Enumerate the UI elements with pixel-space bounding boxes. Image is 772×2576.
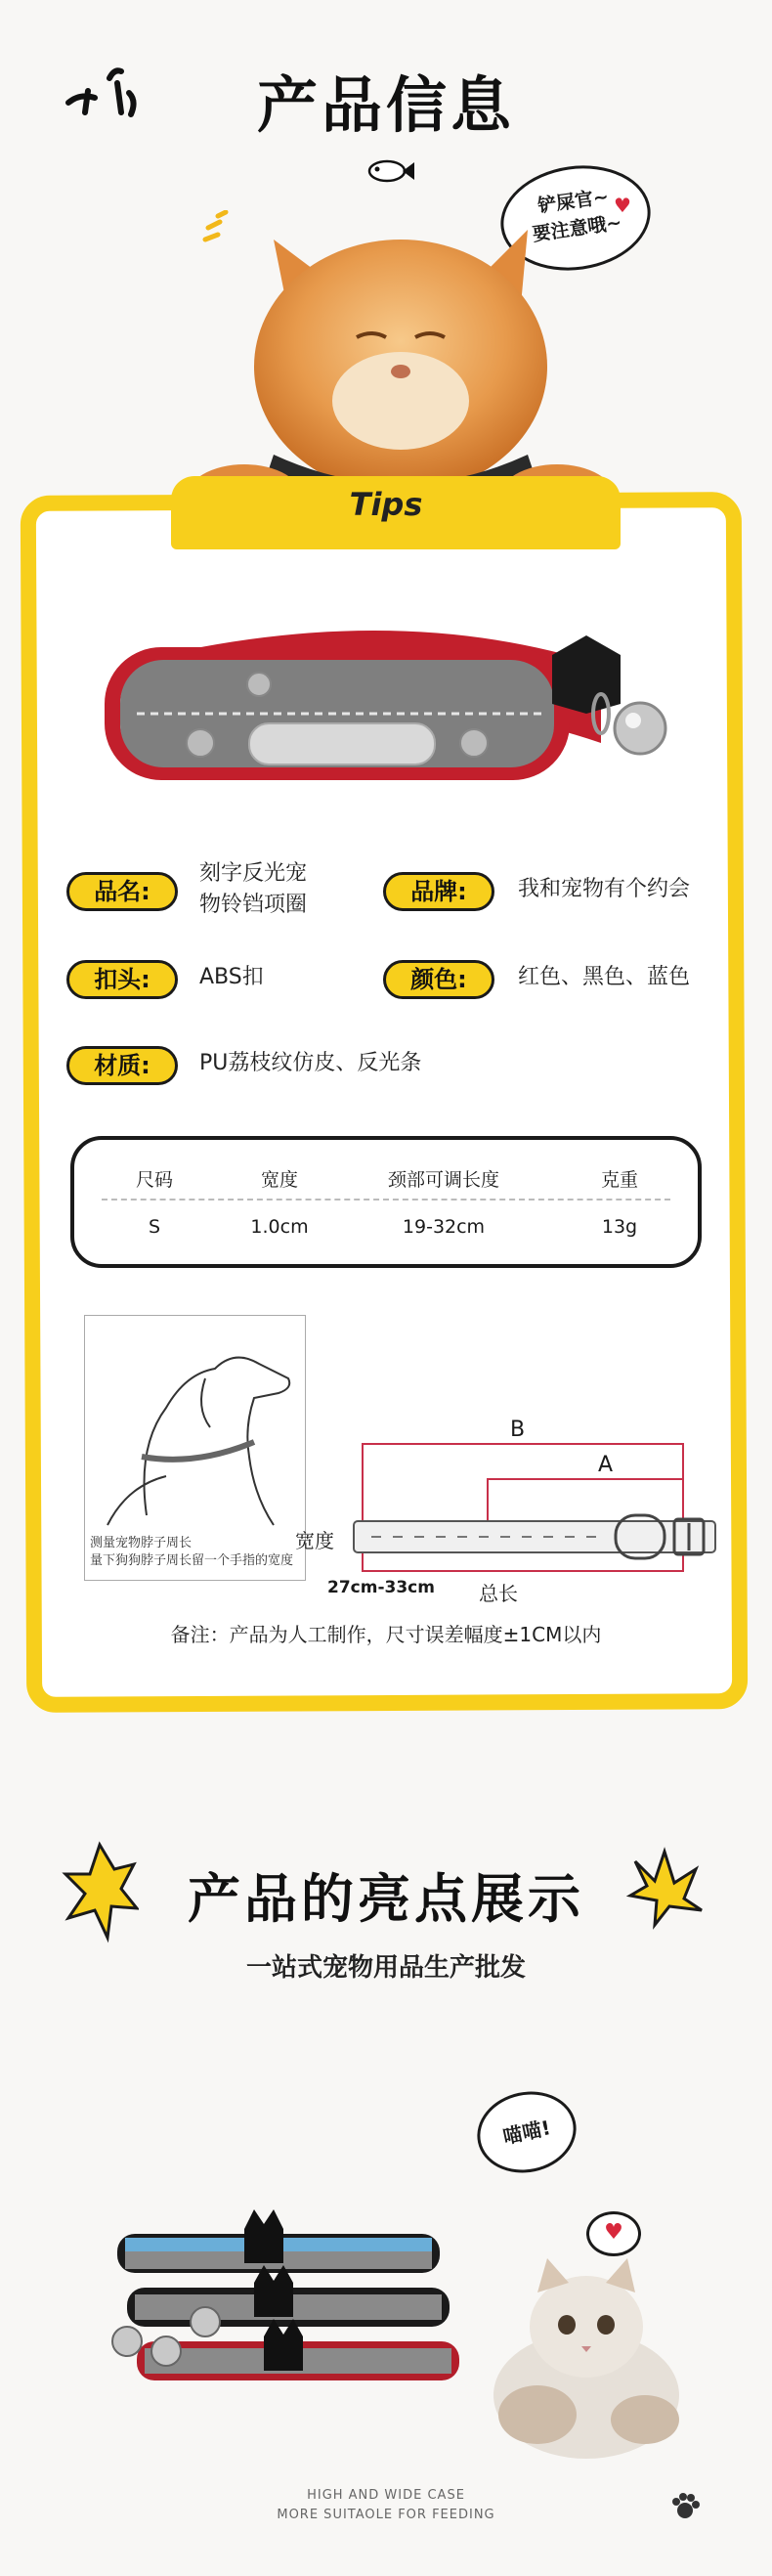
header-neck-length: 颈部可调长度 — [387, 1169, 499, 1191]
spec-table — [70, 1136, 702, 1268]
brand-label: 品牌: — [383, 872, 494, 911]
name-label: 品名: — [66, 872, 178, 911]
color-value: 红色、黑色、蓝色 — [518, 965, 691, 989]
cell-weight: 13g — [601, 1216, 638, 1238]
paw-icon — [668, 2491, 702, 2524]
footer-line-2: MORE SUITAOLE FOR FEEDING — [277, 2508, 495, 2522]
measurement-remark: 备注：产品为人工制作，尺寸误差幅度±1CM以内 — [170, 1623, 602, 1646]
dim-b-top — [362, 1443, 684, 1445]
meow-text: 喵喵! — [500, 2116, 553, 2149]
burst-right-icon — [625, 1842, 704, 1930]
heart-bubble-icon: ♥ — [586, 2211, 641, 2256]
total-length-label: 总长 — [479, 1582, 518, 1605]
measure-note-2: 量下狗狗脖子周长留一个手指的宽度 — [90, 1553, 294, 1568]
section2-title: 产品的亮点展示 — [188, 1868, 584, 1930]
header-weight: 克重 — [600, 1169, 638, 1191]
section2-subtitle: 一站式宠物用品生产批发 — [245, 1953, 526, 1983]
collars-image — [107, 2205, 479, 2410]
heart-icon: ♥ — [614, 194, 631, 217]
brand-value: 我和宠物有个约会 — [518, 877, 691, 901]
fish-icon — [365, 156, 416, 186]
name-value-2: 物铃铛项圈 — [199, 893, 308, 917]
table-divider — [102, 1199, 670, 1201]
collar-image — [93, 557, 699, 802]
length-range: 27cm-33cm — [327, 1578, 435, 1597]
dog-sketch — [88, 1320, 301, 1530]
fluffy-cat-photo — [479, 2249, 704, 2464]
cell-width: 1.0cm — [250, 1216, 309, 1238]
header-width: 宽度 — [260, 1169, 298, 1191]
footer-line-1: HIGH AND WIDE CASE — [307, 2488, 465, 2503]
cell-neck-length: 19-32cm — [402, 1216, 486, 1238]
page-title: 产品信息 — [256, 69, 515, 141]
tips-label: Tips — [349, 486, 423, 523]
bubble-line-2: 要注意哦~ — [531, 211, 623, 246]
label-b: B — [510, 1418, 526, 1442]
buckle-label: 扣头: — [66, 960, 178, 999]
width-label: 宽度 — [295, 1529, 334, 1552]
dim-length-bottom — [362, 1570, 684, 1572]
cell-size: S — [148, 1216, 161, 1238]
dim-a-top — [487, 1478, 684, 1480]
material-value: PU荔枝纹仿皮、反光条 — [199, 1051, 422, 1075]
strap-diagram — [352, 1513, 723, 1562]
material-label: 材质: — [66, 1046, 178, 1085]
measure-note-1: 测量宠物脖子周长 — [90, 1536, 193, 1550]
label-a: A — [598, 1453, 614, 1477]
color-label: 颜色: — [383, 960, 494, 999]
name-value-1: 刻字反光宠 — [199, 861, 308, 886]
header-size: 尺码 — [135, 1169, 173, 1191]
meow-bubble — [470, 2082, 584, 2181]
bubble-line-1: 铲屎官~ — [536, 186, 611, 218]
buckle-value: ABS扣 — [199, 965, 264, 989]
